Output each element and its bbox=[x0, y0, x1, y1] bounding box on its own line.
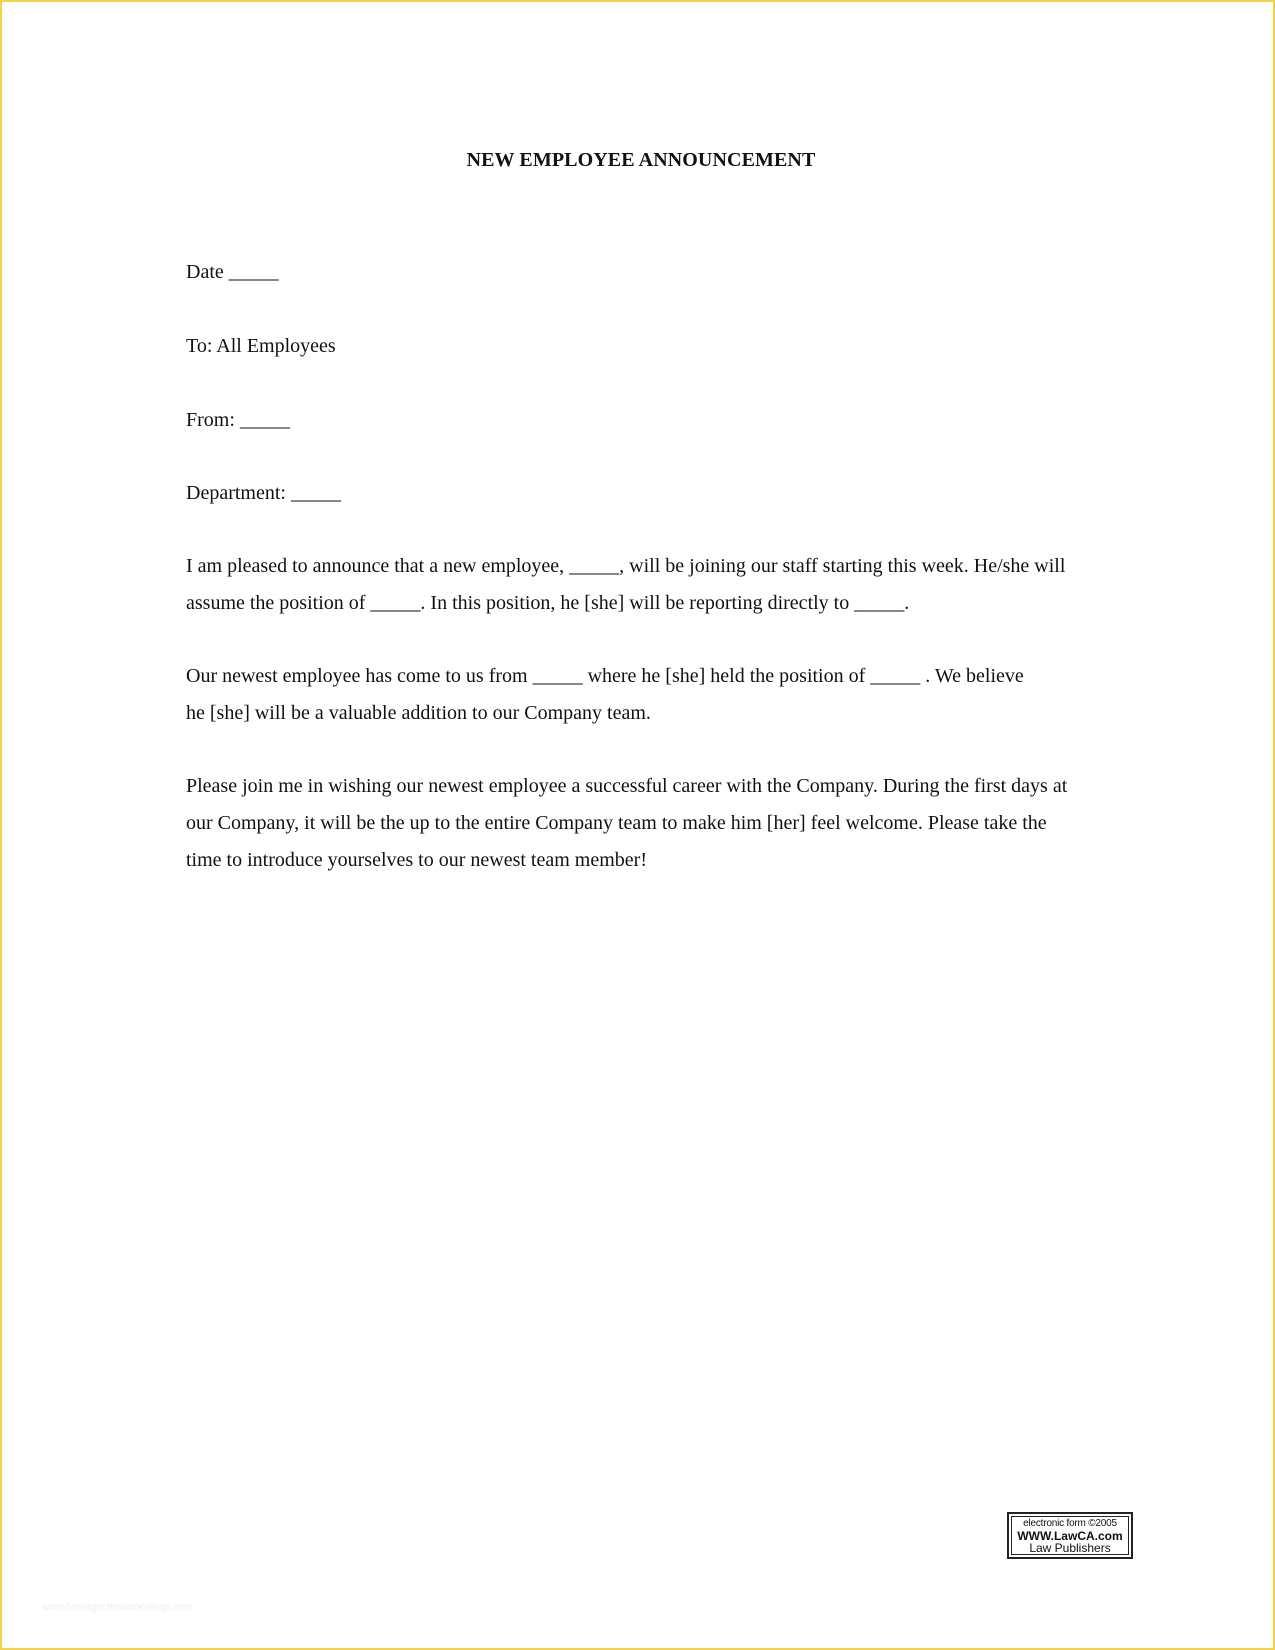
paragraph-line: our Company, it will be the up to the entire Company team to make him [her] feel welcome. Please take the bbox=[186, 812, 1047, 834]
paragraph-line: he [she] will be a valuable addition to our Company team. bbox=[186, 702, 651, 724]
publisher-stamp-inner bbox=[1011, 1516, 1129, 1555]
department-field: Department: _____ bbox=[186, 482, 341, 504]
stamp-copyright: electronic form ©2005 bbox=[1023, 1518, 1117, 1529]
paragraph-line: I am pleased to announce that a new employee, _____, will be joining our staff starting this week. He/she will bbox=[186, 555, 1066, 577]
date-field: Date _____ bbox=[186, 261, 279, 283]
watermark-text: www.heritagechristiancollege.com bbox=[42, 1602, 193, 1613]
welcome-paragraph bbox=[186, 768, 1106, 879]
paragraph-line: assume the position of _____. In this position, he [she] will be reporting directly to _____. bbox=[186, 592, 910, 614]
announcement-paragraph bbox=[186, 548, 1106, 622]
publisher-stamp bbox=[1007, 1512, 1133, 1559]
document-title: NEW EMPLOYEE ANNOUNCEMENT bbox=[466, 149, 816, 171]
to-field: To: All Employees bbox=[186, 335, 336, 357]
stamp-publisher: Law Publishers bbox=[1029, 1541, 1111, 1555]
paragraph-line: Our newest employee has come to us from _____ where he [she] held the position of _____ . We believe bbox=[186, 665, 1024, 687]
background-paragraph bbox=[186, 658, 1106, 732]
paragraph-line: Please join me in wishing our newest employee a successful career with the Company. During the first days at bbox=[186, 775, 1068, 797]
from-field: From: _____ bbox=[186, 409, 290, 431]
stamp-url: WWW.LawCA.com bbox=[1017, 1529, 1123, 1543]
paragraph-line: time to introduce yourselves to our newest team member! bbox=[186, 849, 647, 871]
